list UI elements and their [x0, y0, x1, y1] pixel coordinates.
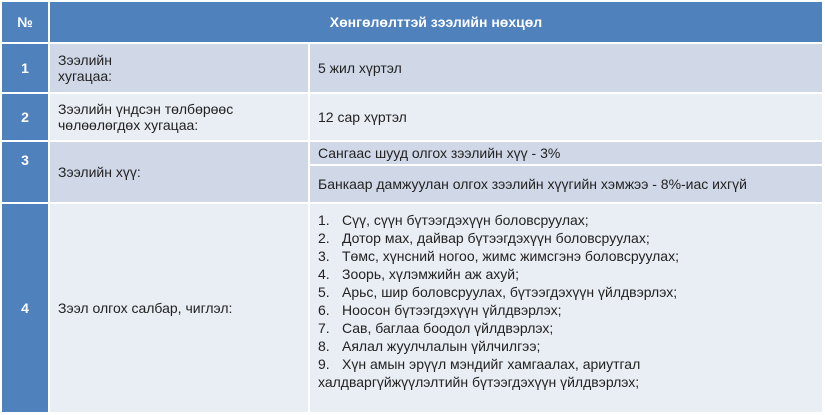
item-number: 5. — [318, 284, 330, 300]
row-3-value-a — [310, 140, 822, 164]
item-number: 7. — [318, 320, 330, 336]
loan-conditions-table — [2, 2, 822, 412]
label-text: Зээл олгох салбар, чиглэл: — [58, 300, 233, 316]
item-number: 2. — [318, 230, 330, 246]
list-item — [318, 265, 679, 283]
item-text: Арьс, шир боловсруулах, бүтээгдэхүүн үйлдвэрлэх; — [342, 284, 678, 300]
list-item — [318, 247, 679, 265]
item-number: 6. — [318, 302, 330, 318]
item-text: Төмс, хүнсний ногоо, жимс жимсгэнэ боловсруулах; — [342, 248, 679, 264]
item-text: Хүн амын эрүүл мэндийг хамгаалах, ариутгал — [342, 356, 641, 372]
row-3-label — [50, 140, 310, 202]
list-item — [318, 355, 679, 391]
label-line: Зээлийн — [58, 52, 112, 68]
row-4-label — [50, 202, 310, 412]
item-number: 4. — [318, 266, 330, 282]
item-text-continued: халдваргүйжүүлэлтийн бүтээгдэхүүн үйлдвэрлэх; — [318, 374, 640, 390]
row-1-label — [50, 42, 310, 92]
item-number: 8. — [318, 338, 330, 354]
item-text: Зоорь, хүлэмжийн аж ахуй; — [342, 266, 519, 282]
row-num: 3 — [21, 152, 29, 168]
item-text: Сүү, сүүн бүтээгдэхүүн боловсруулах; — [342, 212, 589, 228]
row-num: 4 — [21, 300, 29, 316]
row-num: 1 — [21, 60, 29, 76]
item-number: 1. — [318, 212, 330, 228]
row-num: 2 — [21, 109, 29, 125]
value-text: Сангаас шууд олгох зээлийн хүү - 3% — [318, 145, 561, 161]
row-4-value — [310, 202, 822, 412]
list-item — [318, 337, 679, 355]
item-text: Сав, баглаа боодол үйлдвэрлэх; — [342, 320, 554, 336]
table-title: Хөнгөлөлттэй зээлийн нөхцөл — [329, 14, 543, 30]
label-line: Зээлийн үндсэн төлбөрөөс — [58, 101, 234, 117]
header-num-label: № — [17, 14, 33, 30]
list-item — [318, 211, 679, 229]
item-text: Аялал жуулчлалын үйлчилгээ; — [342, 338, 541, 354]
list-item — [318, 301, 679, 319]
row-2-label — [50, 92, 310, 140]
item-text: Дотор мах, дайвар бүтээгдэхүүн боловсруулах; — [342, 230, 650, 246]
row-3-num — [2, 140, 50, 202]
list-item — [318, 319, 679, 337]
item-number: 3. — [318, 248, 330, 264]
value-text: Банкаар дамжуулан олгох зээлийн хүүгийн хэмжээ - 8%-иас ихгүй — [318, 176, 747, 192]
sector-list — [318, 211, 679, 391]
row-1-num — [2, 42, 50, 92]
row-2-value — [310, 92, 822, 140]
list-item — [318, 229, 679, 247]
item-text: Ноосон бүтээгдэхүүн үйлдвэрлэх; — [342, 302, 562, 318]
label-line: чөлөөлөгдөх хугацаа: — [58, 117, 199, 133]
row-4-num — [2, 202, 50, 412]
header-num-cell — [2, 2, 50, 42]
row-1-value — [310, 42, 822, 92]
item-number: 9. — [318, 356, 330, 372]
label-line: хугацаа: — [58, 68, 113, 84]
row-3-value-b — [310, 164, 822, 202]
header-title-cell — [50, 2, 822, 42]
list-item — [318, 283, 679, 301]
row-2-num — [2, 92, 50, 140]
value-text: 5 жил хүртэл — [318, 60, 402, 76]
value-text: 12 сар хүртэл — [318, 109, 407, 125]
label-text: Зээлийн хүү: — [58, 164, 141, 180]
